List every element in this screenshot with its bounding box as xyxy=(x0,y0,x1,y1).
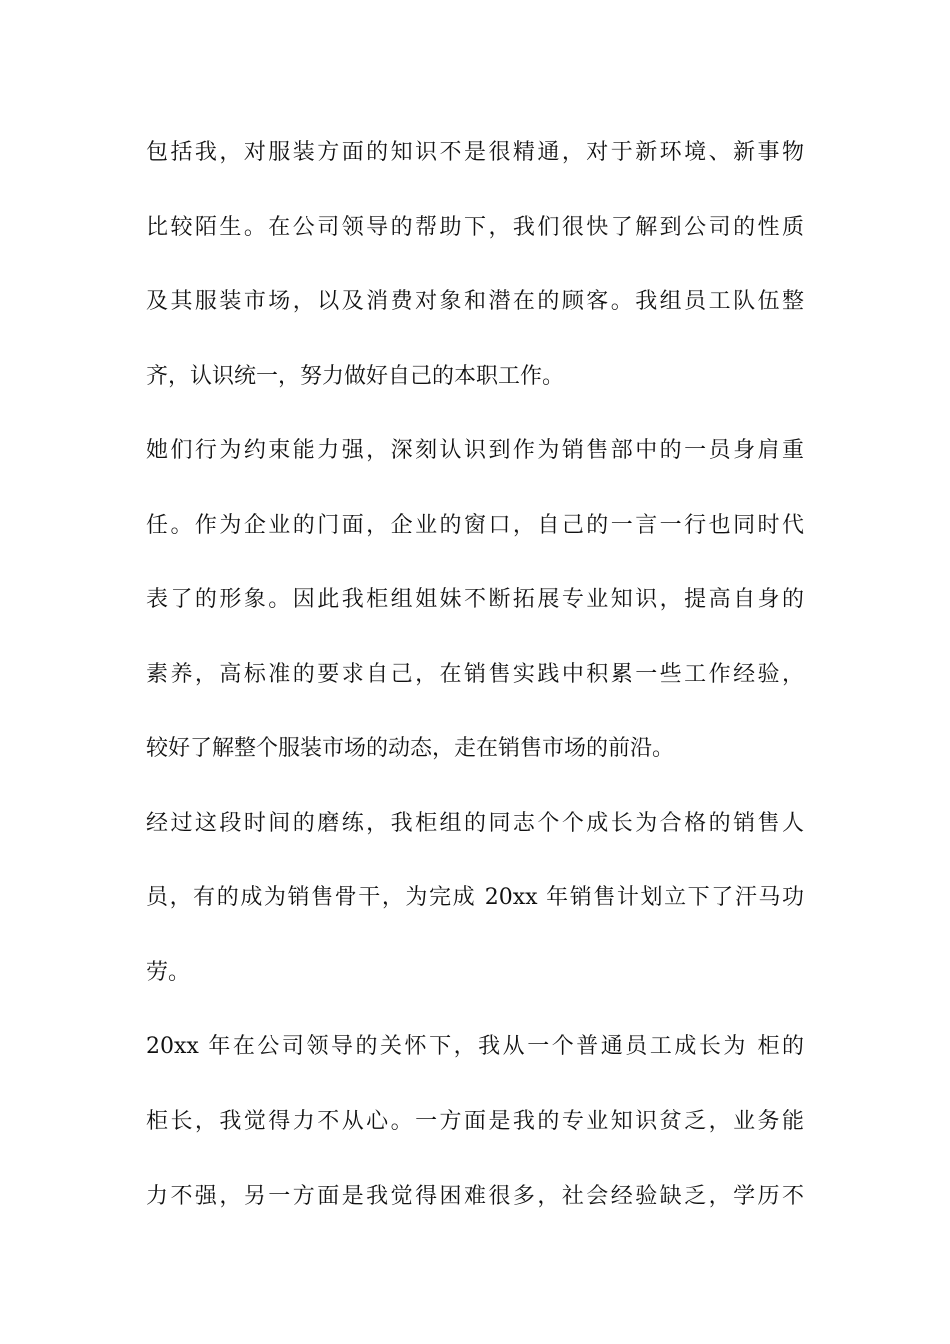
text-line: 及其服装市场，以及消费对象和潜在的顾客。我组员工队伍整 xyxy=(146,289,804,314)
text-line: 比较陌生。在公司领导的帮助下，我们很快了解到公司的性质 xyxy=(146,215,804,240)
text-line: 经过这段时间的磨练，我柜组的同志个个成长为合格的销售人 xyxy=(146,811,804,836)
text-line: 较好了解整个服装市场的动态，走在销售市场的前沿。 xyxy=(146,736,675,761)
text-line: 任。作为企业的门面，企业的窗口，自己的一言一行也同时代 xyxy=(146,513,804,538)
text-line: 力不强，另一方面是我觉得困难很多，社会经验缺乏，学历不 xyxy=(146,1184,804,1209)
text-line: 包括我，对服装方面的知识不是很精通，对于新环境、新事物 xyxy=(146,140,804,165)
text-line: 素养，高标准的要求自己，在销售实践中积累一些工作经验， xyxy=(146,662,804,687)
text-line: 柜长，我觉得力不从心。一方面是我的专业知识贫乏，业务能 xyxy=(146,1109,804,1134)
text-line: 20xx 年在公司领导的关怀下，我从一个普通员工成长为 柜的 xyxy=(146,1034,804,1059)
text-line: 齐，认识统一，努力做好自己的本职工作。 xyxy=(146,364,565,389)
text-line: 劳。 xyxy=(146,960,191,985)
text-line: 员，有的成为销售骨干，为完成 20xx 年销售计划立下了汗马功 xyxy=(146,885,804,910)
text-line: 她们行为约束能力强，深刻认识到作为销售部中的一员身肩重 xyxy=(146,438,804,463)
text-line: 表了的形象。因此我柜组姐妹不断拓展专业知识，提高自身的 xyxy=(146,587,804,612)
